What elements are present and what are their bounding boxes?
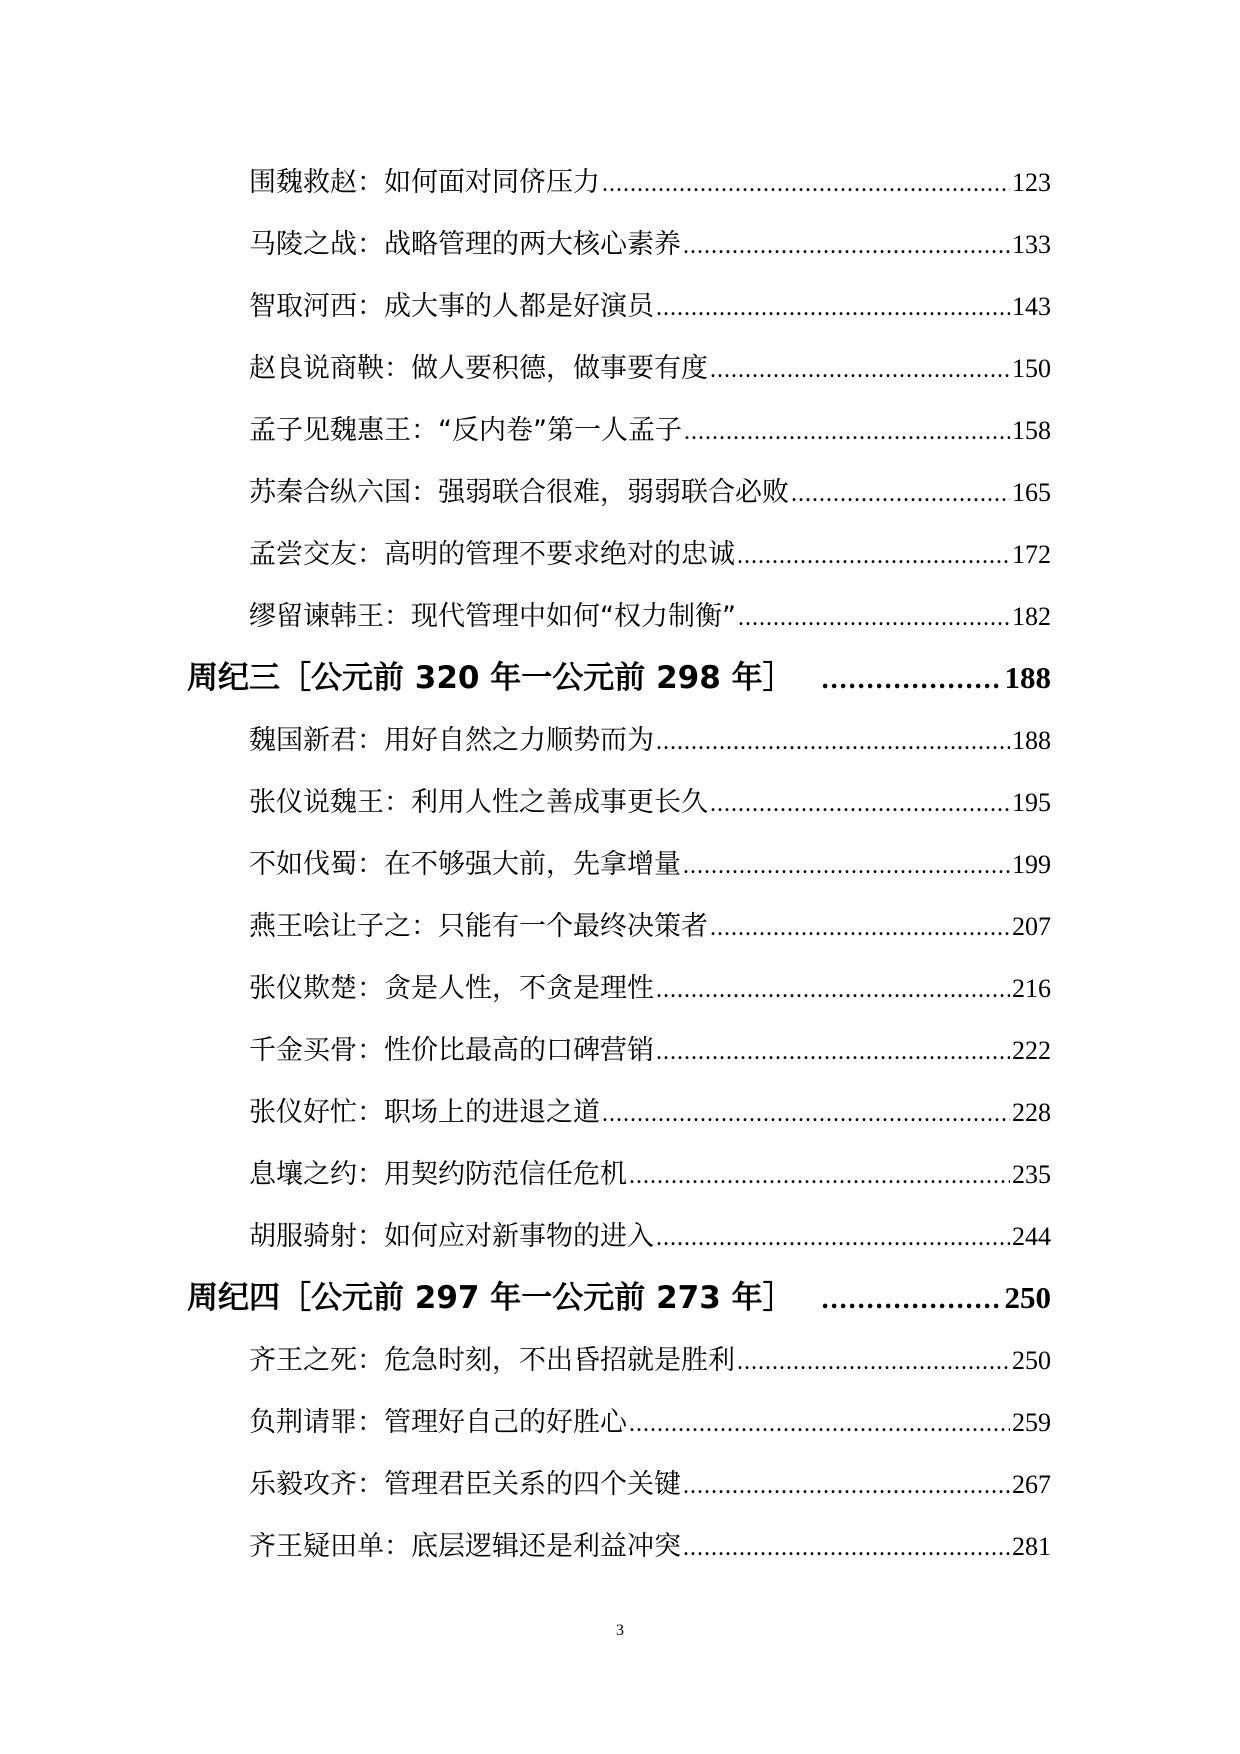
toc-entry[interactable] [249,222,1051,262]
toc-entry-page: 207 [1012,912,1051,941]
toc-entry[interactable] [249,1152,1051,1192]
toc-entry[interactable] [249,408,1051,448]
toc-entry[interactable] [249,842,1051,882]
toc-chapter-title: 周纪四［公元前 297 年一公元前 273 年］ [187,1280,794,1316]
toc-entry-title: 齐王之死：危急时刻，不出昏招就是胜利 [249,1345,735,1376]
toc-entry-title: 张仪说魏王：利用人性之善成事更长久 [249,787,708,818]
toc-chapter-title: 周纪三［公元前 320 年一公元前 298 年］ [187,660,794,696]
toc-leader-dots [629,1411,1010,1438]
toc-entry-title: 孟尝交友：高明的管理不要求绝对的忠诚 [249,539,735,570]
toc-entry-title: 孟子见魏惠王：“反内卷”第一人孟子 [249,415,682,446]
toc-chapter-heading[interactable] [187,1272,1051,1316]
toc-leader-dots [822,1284,1003,1316]
toc-entry[interactable] [249,718,1051,758]
toc-leader-dots [683,1473,1010,1500]
toc-entry-page: 150 [1012,354,1051,383]
toc-entry-title: 燕王哙让子之：只能有一个最终决策者 [249,911,708,942]
toc-entry-title: 千金买骨：性价比最高的口碑营销 [249,1035,654,1066]
toc-leader-dots [791,481,1010,508]
toc-entry-page: 188 [1012,726,1051,755]
toc-entry[interactable] [249,1338,1051,1378]
toc-leader-dots [822,664,1003,696]
toc-entry[interactable] [249,1524,1051,1564]
toc-leader-dots [602,1101,1010,1128]
toc-leader-dots [683,1535,1010,1562]
toc-leader-dots [737,543,1010,570]
toc-entry-title: 张仪好忙：职场上的进退之道 [249,1097,600,1128]
toc-entry-title: 不如伐蜀：在不够强大前，先拿增量 [249,849,681,880]
toc-entry-page: 244 [1012,1222,1051,1251]
toc-entry[interactable] [249,966,1051,1006]
toc-chapter-page: 250 [1004,1280,1051,1315]
toc-entry[interactable] [249,1400,1051,1440]
toc-entry-page: 228 [1012,1098,1051,1127]
toc-leader-dots [684,419,1010,446]
toc-entry-title: 息壤之约：用契约防范信任危机 [249,1159,627,1190]
toc-entry[interactable] [249,470,1051,510]
toc-entry[interactable] [249,904,1051,944]
toc-entry-title: 魏国新君：用好自然之力顺势而为 [249,725,654,756]
toc-leader-dots [710,357,1010,384]
toc-entry-page: 182 [1012,602,1051,631]
toc-entry-page: 143 [1012,292,1051,321]
toc-leader-dots [738,605,1010,632]
toc-entry-page: 195 [1012,788,1051,817]
toc-leader-dots [683,233,1010,260]
toc-entry-title: 围魏救赵：如何面对同侪压力 [249,167,600,198]
toc-leader-dots [656,729,1010,756]
toc-chapter-page: 188 [1004,660,1051,695]
footer-page-number: 3 [616,1622,624,1639]
toc-entry-page: 199 [1012,850,1051,879]
toc-entry-page: 216 [1012,974,1051,1003]
toc-entry-title: 苏秦合纵六国：强弱联合很难，弱弱联合必败 [249,477,789,508]
toc-entry-title: 负荆请罪：管理好自己的好胜心 [249,1407,627,1438]
toc-entry-page: 172 [1012,540,1051,569]
toc-leader-dots [629,1163,1010,1190]
toc-entry[interactable] [249,532,1051,572]
toc-entry[interactable] [249,160,1051,200]
toc-entry-title: 赵良说商鞅：做人要积德，做事要有度 [249,353,708,384]
toc-entry-page: 158 [1012,416,1051,445]
toc-leader-dots [710,915,1010,942]
toc-entry-page: 235 [1012,1160,1051,1189]
toc-entry-title: 缪留谏韩王：现代管理中如何“权力制衡” [249,601,736,632]
toc-entry-page: 123 [1012,168,1051,197]
toc-leader-dots [710,791,1010,818]
toc-entry-title: 乐毅攻齐：管理君臣关系的四个关键 [249,1469,681,1500]
toc-entry-title: 胡服骑射：如何应对新事物的进入 [249,1221,654,1252]
toc-entry-title: 齐王疑田单：底层逻辑还是利益冲突 [249,1531,681,1562]
toc-entry-page: 222 [1012,1036,1051,1065]
toc-entry[interactable] [249,1090,1051,1130]
toc-entry-title: 张仪欺楚：贪是人性，不贪是理性 [249,973,654,1004]
toc-entry[interactable] [249,780,1051,820]
toc-entry-title: 马陵之战：战略管理的两大核心素养 [249,229,681,260]
toc-leader-dots [656,295,1010,322]
toc-entry-page: 267 [1012,1470,1051,1499]
toc-leader-dots [656,977,1010,1004]
toc-entry[interactable] [249,594,1051,634]
toc-entry[interactable] [249,284,1051,324]
toc-entry[interactable] [249,1028,1051,1068]
toc-entry[interactable] [249,1214,1051,1254]
toc-leader-dots [737,1349,1010,1376]
toc-entry-title: 智取河西：成大事的人都是好演员 [249,291,654,322]
toc-leader-dots [683,853,1010,880]
toc-entry-page: 259 [1012,1408,1051,1437]
toc-entry[interactable] [249,1462,1051,1502]
toc-entry-page: 133 [1012,230,1051,259]
toc-leader-dots [656,1039,1010,1066]
toc-entry-page: 165 [1012,478,1051,507]
toc-entry[interactable] [249,346,1051,386]
toc-leader-dots [602,171,1010,198]
toc-entry-page: 250 [1012,1346,1051,1375]
toc-entry-page: 281 [1012,1532,1051,1561]
toc-leader-dots [656,1225,1010,1252]
toc-chapter-heading[interactable] [187,652,1051,696]
